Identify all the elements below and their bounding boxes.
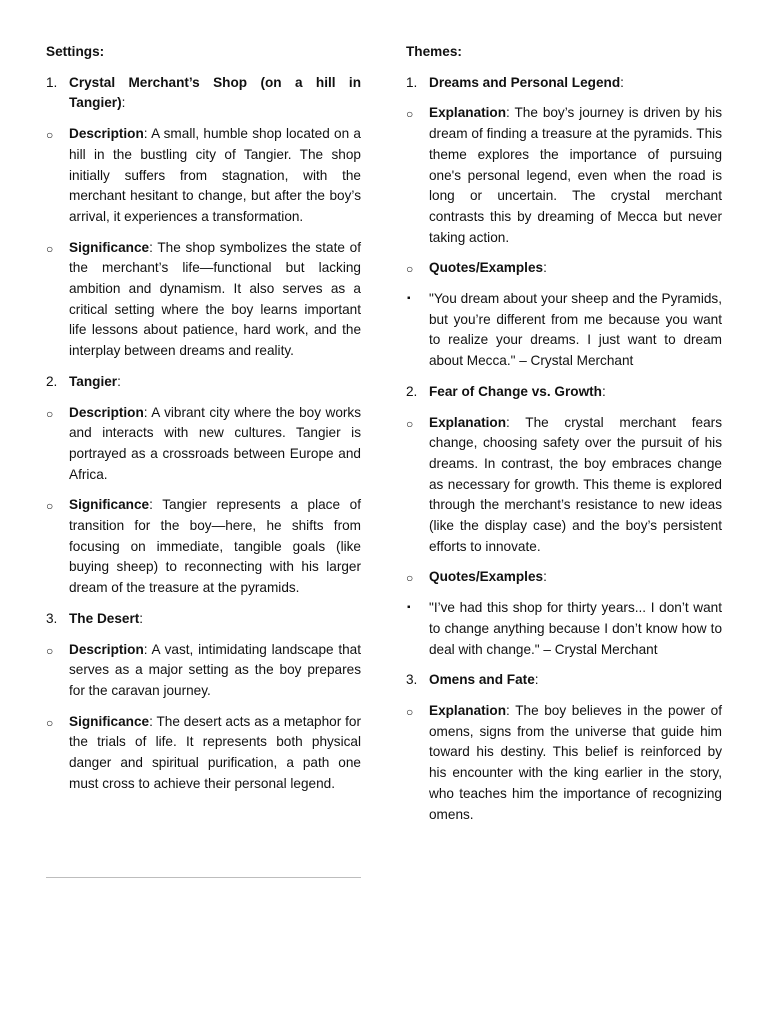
list-number: 3. [406, 672, 418, 688]
circle-bullet-icon: ○ [46, 499, 54, 514]
list-number: 3. [46, 610, 58, 626]
themes-item-1-quotes-label: ○ Quotes/Examples: [406, 258, 722, 279]
settings-item-1: 1. Crystal Merchant’s Shop (on a hill in Tangier): [46, 74, 361, 111]
settings-item-2-significance: ○ Significance: Tangier represents a place of transition for the boy—here, he shifts from focusing on immediate, tangible goals (like buying sheep) to reconnecting with his larger dream of the treasure at the pyramids. [46, 497, 361, 596]
themes-item-1-explanation: ○ Explanation: The boy’s journey is driven by his dream of finding a treasure at the pyramids. This theme explores the importance of pursuing one's personal legend, even when the road is long or uncertain. The crystal merchant contrasts this by dreaming of Mecca but never taking action. [406, 105, 722, 245]
circle-bullet-icon: ○ [46, 241, 54, 256]
themes-item-title: Dreams and Personal Legend [429, 74, 621, 90]
circle-bullet-icon: ○ [406, 416, 414, 431]
themes-item-1: 1. Dreams and Personal Legend: [406, 73, 722, 94]
themes-item-1-quote: ▪ "You dream about your sheep and the Pyramids, but you’re different from me because you want to realize your dreams. I just want to dream about Mecca." – Crystal Merchant [407, 291, 722, 369]
settings-item-3-description: ○ Description: A vast, intimidating landscape that serves as a major setting as the boy prepares for the caravan journey. [46, 641, 361, 698]
circle-bullet-icon: ○ [406, 571, 414, 586]
list-number: 2. [406, 383, 418, 399]
square-bullet-icon: ▪ [407, 602, 411, 614]
settings-item-2: 2. Tangier: [46, 372, 361, 393]
settings-heading: Settings: [46, 44, 105, 59]
settings-item-2-description: ○ Description: A vibrant city where the boy works and interacts with new cultures. Tangier is portrayed as a crossroads between Europe and Africa. [46, 404, 361, 482]
horizontal-divider [46, 877, 361, 878]
circle-bullet-icon: ○ [46, 406, 54, 421]
circle-bullet-icon: ○ [46, 643, 54, 658]
circle-bullet-icon: ○ [406, 704, 414, 719]
settings-item-title: The Desert [69, 610, 140, 626]
themes-item-2-quote: ▪ "I’ve had this shop for thirty years... I don’t want to change anything because I don’t know how to deal with change." – Crystal Merchant [407, 600, 722, 657]
circle-bullet-icon: ○ [46, 715, 54, 730]
settings-item-3: 3. The Desert: [46, 609, 361, 630]
settings-item-title: Crystal Merchant’s Shop (on a hill in Tangier) [69, 74, 361, 111]
themes-heading: Themes: [406, 44, 462, 59]
themes-item-2-explanation: ○ Explanation: The crystal merchant fears change, choosing safety over the pursuit of his dreams. In contrast, the boy embraces change as necessary for growth. This theme is explored through the merchant’s resistance to new ideas (like the display case) and the boy’s persistent efforts to innovate. [406, 414, 722, 554]
themes-item-2: 2. Fear of Change vs. Growth: [406, 382, 722, 403]
circle-bullet-icon: ○ [406, 262, 414, 277]
settings-item-1-significance: ○ Significance: The shop symbolizes the state of the merchant’s life—functional but lacking ambition and dynamism. It also serves as a critical setting where the boy learns important life lessons about patience, hard work, and the interplay between dreams and reality. [46, 239, 361, 359]
themes-item-title: Fear of Change vs. Growth [429, 383, 602, 399]
themes-item-3-explanation: ○ Explanation: The boy believes in the power of omens, signs from the universe that guide him toward his destiny. This belief is reinforced by his encounter with the king earlier in the story, who teaches him the importance of recognizing omens. [406, 702, 722, 822]
circle-bullet-icon: ○ [406, 107, 414, 122]
themes-item-3: 3. Omens and Fate: [406, 670, 722, 691]
settings-column [46, 42, 361, 805]
square-bullet-icon: ▪ [407, 293, 411, 305]
settings-item-title: Tangier [69, 373, 118, 389]
list-number: 1. [46, 74, 58, 90]
settings-item-1-description: ○ Description: A small, humble shop located on a hill in the bustling city of Tangier. The shop initially suffers from stagnation, with the merchant hesitant to change, but after the boy’s arrival, it experiences a transformation. [46, 126, 361, 224]
themes-item-title: Omens and Fate [429, 672, 535, 688]
list-number: 2. [46, 373, 58, 389]
settings-item-3-significance: ○ Significance: The desert acts as a metaphor for the trials of life. It represents both physical danger and spiritual purification, a path one must cross to achieve their personal legend. [46, 713, 361, 791]
circle-bullet-icon: ○ [46, 128, 54, 143]
list-number: 1. [406, 74, 418, 90]
themes-item-2-quotes-label: ○ Quotes/Examples: [406, 567, 722, 588]
themes-column [406, 42, 722, 835]
